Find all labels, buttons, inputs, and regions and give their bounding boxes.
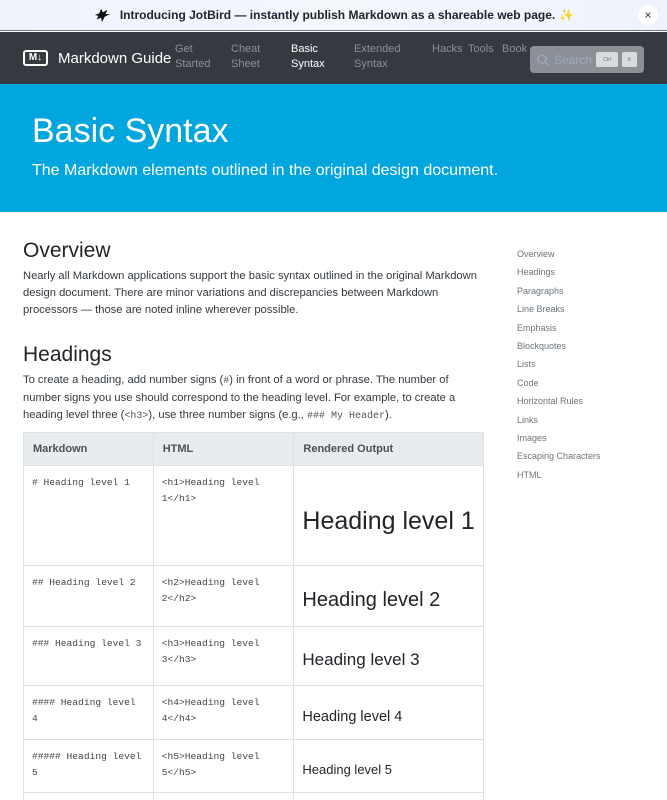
toc-link-line-breaks[interactable]: Line Breaks xyxy=(517,304,565,315)
table-row xyxy=(24,740,484,793)
html-cell xyxy=(153,793,294,800)
toc-link-blockquotes[interactable]: Blockquotes xyxy=(517,340,567,351)
markdown-cell: ## Heading level 2 xyxy=(24,566,154,627)
output-cell xyxy=(294,686,484,740)
toc-link-images[interactable]: Images xyxy=(517,432,547,443)
markdown-cell: #### Heading level 4 xyxy=(24,686,154,740)
toc-link-headings[interactable]: Headings xyxy=(517,267,556,278)
brand-name: Markdown Guide xyxy=(58,49,172,67)
toc-link-horizontal-rules[interactable]: Horizontal Rules xyxy=(517,396,584,407)
nav-tools[interactable] xyxy=(468,42,494,57)
table-row xyxy=(24,686,484,740)
close-announcement-button[interactable]: × xyxy=(638,5,658,25)
table-row xyxy=(24,793,484,800)
rendered-h1: Heading level 1 xyxy=(302,506,475,535)
headings-heading: Headings xyxy=(23,343,112,366)
rendered-h3: Heading level 3 xyxy=(302,650,420,669)
column-header-html: HTML xyxy=(153,433,294,466)
table-of-contents xyxy=(517,247,601,486)
text-fragment: ), use three number signs (e.g., xyxy=(148,409,307,421)
nav-label: Hacks xyxy=(432,43,463,55)
search-placeholder: Search xyxy=(554,52,593,67)
table-row xyxy=(24,627,484,686)
html-cell: <h4>Heading level 4</h4> xyxy=(153,686,294,740)
nav-book[interactable] xyxy=(502,42,527,57)
nav-label: Cheat xyxy=(231,43,261,55)
rendered-h5: Heading level 5 xyxy=(302,762,393,777)
inline-code: <h3> xyxy=(124,411,149,422)
toc-link-links[interactable]: Links xyxy=(517,414,539,425)
column-header-rendered-output: Rendered Output xyxy=(294,433,484,466)
search-icon xyxy=(537,54,549,66)
inline-code: # xyxy=(223,376,230,387)
jotbird-bird-icon xyxy=(93,7,111,23)
nav-basic-syntax[interactable] xyxy=(291,42,325,72)
nav-hacks[interactable] xyxy=(432,42,463,57)
nav-label: Sheet xyxy=(231,58,260,70)
hero-banner xyxy=(0,84,667,212)
toc-link-escaping-characters[interactable]: Escaping Characters xyxy=(517,451,601,462)
search-button[interactable] xyxy=(530,46,644,73)
toc-link-code[interactable]: Code xyxy=(517,377,539,388)
nav-extended-syntax[interactable] xyxy=(354,42,400,72)
inline-code: ### My Header xyxy=(306,411,385,422)
markdown-cell xyxy=(24,793,154,800)
announcement-text[interactable]: Introducing JotBird — instantly publish Markdown as a shareable web page. xyxy=(119,8,556,22)
nav-label: Basic xyxy=(291,43,318,55)
markdown-cell: ##### Heading level 5 xyxy=(24,740,154,793)
table-header-row xyxy=(24,433,484,466)
announcement-bar[interactable] xyxy=(0,0,667,31)
markdown-cell: # Heading level 1 xyxy=(24,466,154,566)
table-row xyxy=(24,566,484,627)
overview-heading: Overview xyxy=(23,239,111,262)
toc-link-lists[interactable]: Lists xyxy=(517,359,536,370)
page-title: Basic Syntax xyxy=(32,112,229,150)
shortcut-key-k: K xyxy=(622,52,637,67)
table-row xyxy=(24,466,484,566)
output-cell xyxy=(294,793,484,800)
headings-table xyxy=(23,432,484,800)
output-cell xyxy=(294,627,484,686)
headings-section xyxy=(23,342,488,425)
nav-get-started[interactable] xyxy=(175,42,210,72)
html-cell: <h2>Heading level 2</h2> xyxy=(153,566,294,627)
nav-label: Started xyxy=(175,58,211,70)
html-cell: <h1>Heading level 1</h1> xyxy=(153,466,294,566)
nav-label: Syntax xyxy=(354,58,388,70)
overview-section xyxy=(23,238,488,319)
brand-link[interactable] xyxy=(23,50,171,67)
nav-label: Tools xyxy=(468,43,494,55)
output-cell xyxy=(294,566,484,627)
shortcut-key-ctrl: Ctrl xyxy=(596,52,618,67)
overview-text: Nearly all Markdown applications support the basic syntax outlined in the original Markdown design document. There are minor variations and discrepancies between Markdown processors — those are noted inline wherever possible. xyxy=(23,270,477,316)
html-cell: <h3>Heading level 3</h3> xyxy=(153,627,294,686)
toc-link-paragraphs[interactable]: Paragraphs xyxy=(517,285,564,296)
toc-link-overview[interactable]: Overview xyxy=(517,249,555,259)
text-fragment: ). xyxy=(385,409,392,421)
nav-label: Syntax xyxy=(291,58,325,70)
text-fragment: To create a heading, add number signs ( xyxy=(23,374,224,386)
headings-text xyxy=(23,372,488,425)
nav-label: Get xyxy=(175,43,193,55)
output-cell xyxy=(294,466,484,566)
markdown-logo-icon: M↓ xyxy=(23,50,48,66)
nav-cheat-sheet[interactable] xyxy=(231,42,260,72)
rendered-h2: Heading level 2 xyxy=(302,589,441,611)
toc-link-emphasis[interactable]: Emphasis xyxy=(517,322,557,333)
page-subtitle: The Markdown elements outlined in the original design document. xyxy=(32,162,499,179)
output-cell xyxy=(294,740,484,793)
toc-link-html[interactable]: HTML xyxy=(517,469,542,480)
navbar xyxy=(0,32,667,84)
markdown-cell: ### Heading level 3 xyxy=(24,627,154,686)
nav-label: Book xyxy=(502,43,528,55)
column-header-markdown: Markdown xyxy=(24,433,154,466)
text-fragment: ) in front of a word or phrase. The number of number signs you use should correspond to the heading level. For example, to create a heading level three ( xyxy=(23,374,456,421)
nav-label: Extended xyxy=(354,43,401,55)
html-cell: <h5>Heading level 5</h5> xyxy=(153,740,294,793)
rendered-h4: Heading level 4 xyxy=(302,708,403,725)
sparkle-icon: ✨ xyxy=(559,8,575,22)
